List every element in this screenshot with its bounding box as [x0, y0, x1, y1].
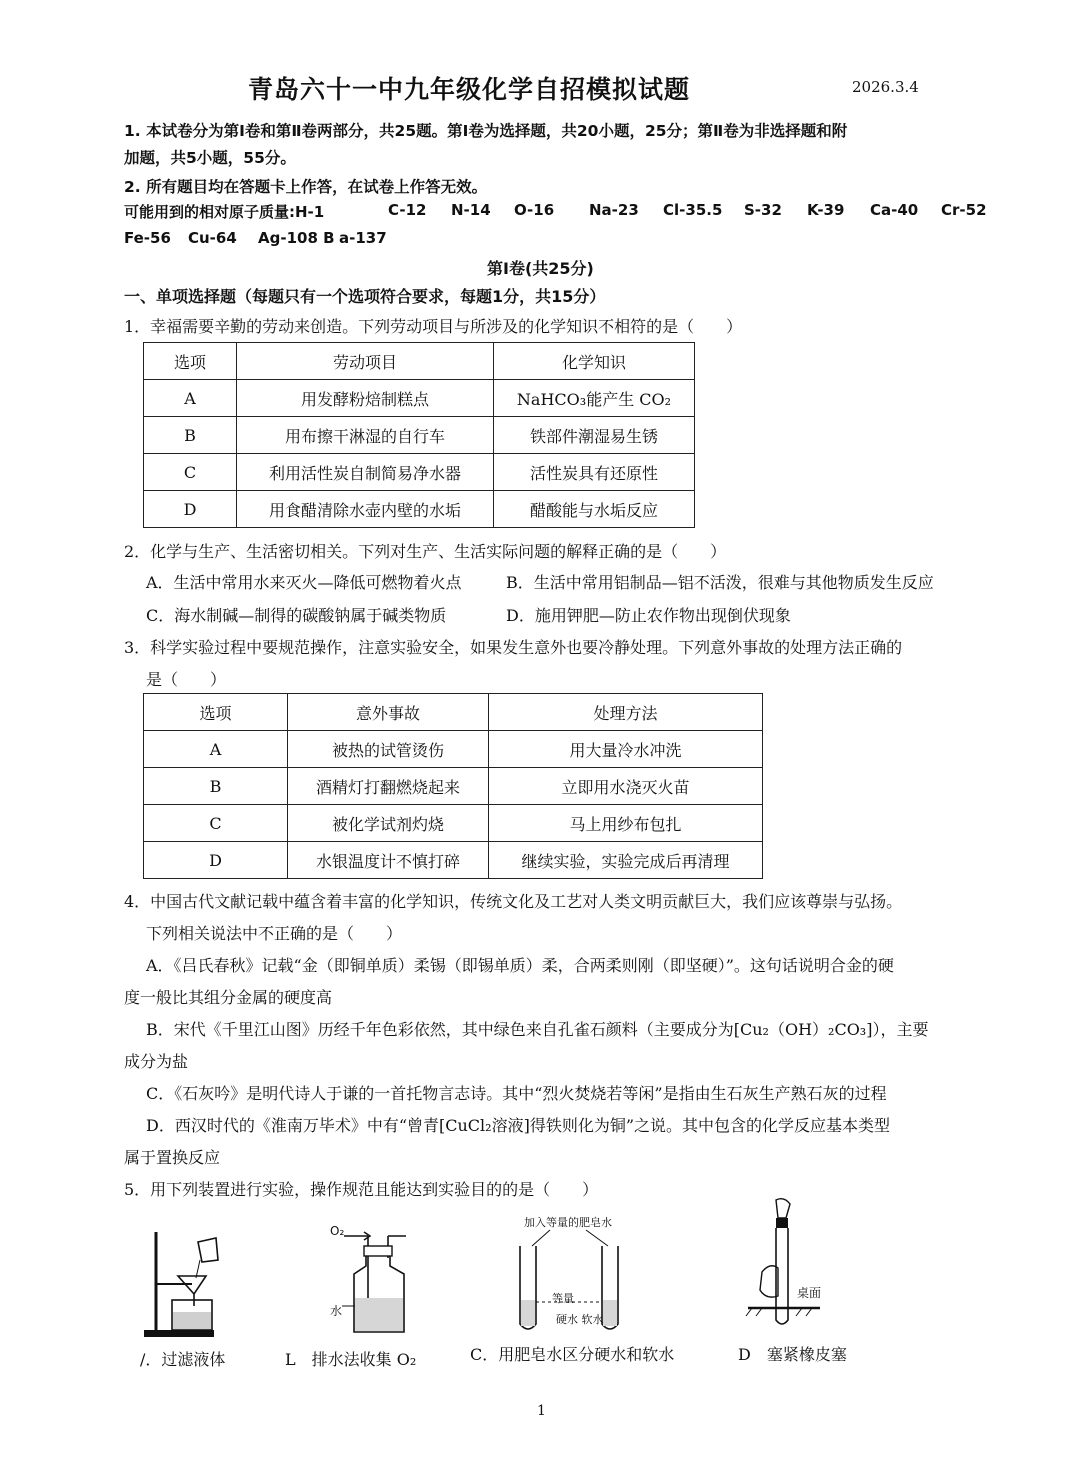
question-4-option-c: C．《石灰吟》是明代诗人于谦的一首托物言志诗。其中“烈火焚烧若等闲”是指由生石灰生产熟石灰的过程 — [146, 1084, 887, 1103]
table-row — [144, 491, 695, 528]
mass-item: K-39 — [807, 201, 845, 219]
stopper-insertion-figure — [744, 1196, 824, 1332]
figure-d-desk-label: 桌面 — [797, 1286, 822, 1300]
mass-item: Ca-40 — [870, 201, 919, 219]
question-2-option-a: A．生活中常用水来灭火—降低可燃物着火点 — [146, 573, 462, 592]
table-header-row — [144, 694, 763, 731]
question-2-option-c: C．海水制碱—制得的碳酸钠属于碱类物质 — [146, 606, 447, 625]
table-cell: B — [144, 417, 237, 454]
table-cell: C — [144, 805, 288, 842]
table-cell: 马上用纱布包扎 — [489, 805, 763, 842]
note-1-line-1: 1. 本试卷分为第Ⅰ卷和第Ⅱ卷两部分，共25题。第Ⅰ卷为选择题，共20小题，25分；第Ⅱ卷为非选择题和附 — [124, 122, 848, 140]
question-2-option-b: B．生活中常用铝制品—铝不活泼，很难与其他物质发生反应 — [506, 573, 934, 592]
gas-collection-bottle-figure — [324, 1218, 424, 1338]
part-heading: 一、单项选择题（每题只有一个选项符合要求，每题1分，共15分） — [124, 287, 606, 306]
mass-item: O-16 — [514, 201, 555, 219]
question-1-stem: 1．幸福需要辛勤的劳动来创造。下列劳动项目与所涉及的化学知识不相符的是（ ） — [124, 317, 743, 336]
table-cell: B — [144, 768, 288, 805]
volume-heading: 第Ⅰ卷(共25分) — [487, 259, 594, 278]
table-row — [144, 454, 695, 491]
question-2-option-d: D．施用钾肥—防止农作物出现倒伏现象 — [506, 606, 791, 625]
question-2-stem: 2．化学与生产、生活密切相关。下列对生产、生活实际问题的解释正确的是（ ） — [124, 542, 727, 561]
mass-item: a-137 — [339, 229, 387, 247]
table-cell: 用发酵粉焙制糕点 — [237, 380, 494, 417]
question-5-stem: 5．用下列装置进行实验，操作规范且能达到实验目的的是（ ） — [124, 1180, 599, 1199]
question-3-stem-line-1: 3．科学实验过程中要规范操作，注意实验安全，如果发生意外也要冷静处理。下列意外事故的处理方法正确的 — [124, 638, 903, 657]
mass-item: Na-23 — [589, 201, 639, 219]
question-4-stem-line-2: 下列相关说法中不正确的是（ ） — [146, 924, 403, 943]
table-header-cell: 选项 — [144, 694, 288, 731]
soap-water-test-tubes-figure — [506, 1228, 636, 1340]
mass-item: Cu-64 — [188, 229, 237, 247]
mass-item: Cl-35.5 — [663, 201, 723, 219]
table-cell: D — [144, 842, 288, 879]
table-header-row — [144, 343, 695, 380]
table-cell: A — [144, 380, 237, 417]
page-number: 1 — [537, 1403, 546, 1419]
table-header-cell: 选项 — [144, 343, 237, 380]
note-1-line-2: 加题，共5小题，55分。 — [124, 149, 296, 167]
atomic-mass-row-2 — [124, 229, 524, 251]
table-cell: 继续实验，实验完成后再清理 — [489, 842, 763, 879]
table-cell: 用大量冷水冲洗 — [489, 731, 763, 768]
figure-b-o2-label: O₂ — [330, 1224, 345, 1238]
table-cell: 立即用水浇灭火苗 — [489, 768, 763, 805]
table-header-cell: 劳动项目 — [237, 343, 494, 380]
figure-c-water-label: 硬水 软水 — [556, 1313, 604, 1326]
question-4-option-a-line-1: A．《吕氏春秋》记载“金（即铜单质）柔锡（即锡单质）柔，合两柔则刚（即坚硬）”。这句话说明合金的硬 — [146, 956, 894, 975]
table-cell: 用食醋清除水壶内壁的水垢 — [237, 491, 494, 528]
question-4-stem-line-1: 4．中国古代文献记载中蕴含着丰富的化学知识，传统文化及工艺对人类文明贡献巨大，我们应该尊崇与弘扬。 — [124, 892, 903, 911]
filtration-apparatus-figure — [140, 1212, 240, 1342]
figure-b-caption: L 排水法收集 O₂ — [285, 1350, 417, 1369]
table-cell: 醋酸能与水垢反应 — [494, 491, 695, 528]
mass-label: 可能用到的相对原子质量:H-1 — [124, 203, 325, 221]
figure-d-caption: D 塞紧橡皮塞 — [738, 1345, 847, 1364]
table-cell: 利用活性炭自制简易净水器 — [237, 454, 494, 491]
table-cell: 酒精灯打翻燃烧起来 — [288, 768, 489, 805]
table-cell: A — [144, 731, 288, 768]
question-4-option-a-line-2: 度一般比其组分金属的硬度高 — [124, 988, 333, 1007]
question-1-table — [143, 342, 695, 528]
note-2: 2. 所有题目均在答题卡上作答，在试卷上作答无效。 — [124, 178, 488, 196]
table-header-cell: 处理方法 — [489, 694, 763, 731]
table-header-cell: 意外事故 — [288, 694, 489, 731]
table-row — [144, 380, 695, 417]
question-4-option-d-line-2: 属于置换反应 — [124, 1148, 221, 1167]
exam-date: 2026.3.4 — [852, 78, 919, 96]
table-cell: 被热的试管烫伤 — [288, 731, 489, 768]
figure-c-equal-label: 等量 — [552, 1292, 574, 1305]
table-row — [144, 842, 763, 879]
table-cell: 被化学试剂灼烧 — [288, 805, 489, 842]
question-4-option-b-line-1: B．宋代《千里江山图》历经千年色彩依然，其中绿色来自孔雀石颜料（主要成分为[Cu₂（OH）₂CO₃]），主要 — [146, 1020, 929, 1039]
figure-c-top-label: 加入等量的肥皂水 — [524, 1216, 612, 1229]
mass-item: Ag-108 B — [258, 229, 335, 247]
table-cell: 水银温度计不慎打碎 — [288, 842, 489, 879]
table-header-cell: 化学知识 — [494, 343, 695, 380]
table-cell: NaHCO₃能产生 CO₂ — [494, 380, 695, 417]
question-4-option-b-line-2: 成分为盐 — [124, 1052, 189, 1071]
table-cell: C — [144, 454, 237, 491]
mass-item: Fe-56 — [124, 229, 171, 247]
mass-item: Cr-52 — [941, 201, 987, 219]
page-title: 青岛六十一中九年级化学自招模拟试题 — [248, 75, 691, 104]
table-row — [144, 768, 763, 805]
figure-c-caption: C．用肥皂水区分硬水和软水 — [470, 1345, 675, 1364]
question-4-option-d-line-1: D．西汉时代的《淮南万毕术》中有“曾青[CuCl₂溶液]得铁则化为铜”之说。其中包含的化学反应基本类型 — [146, 1116, 890, 1135]
question-3-table — [143, 693, 763, 879]
table-cell: D — [144, 491, 237, 528]
table-cell: 铁部件潮湿易生锈 — [494, 417, 695, 454]
mass-item: S-32 — [744, 201, 782, 219]
figure-b-water-label: 水 — [330, 1304, 343, 1318]
table-cell: 活性炭具有还原性 — [494, 454, 695, 491]
table-row — [144, 417, 695, 454]
table-row — [144, 731, 763, 768]
mass-item: N-14 — [451, 201, 491, 219]
question-3-stem-line-2: 是（ ） — [146, 670, 227, 689]
table-cell: 用布擦干淋湿的自行车 — [237, 417, 494, 454]
mass-item: C-12 — [388, 201, 427, 219]
atomic-mass-row-1 — [124, 201, 1024, 223]
table-row — [144, 805, 763, 842]
figure-a-caption: /．过滤液体 — [140, 1350, 226, 1369]
